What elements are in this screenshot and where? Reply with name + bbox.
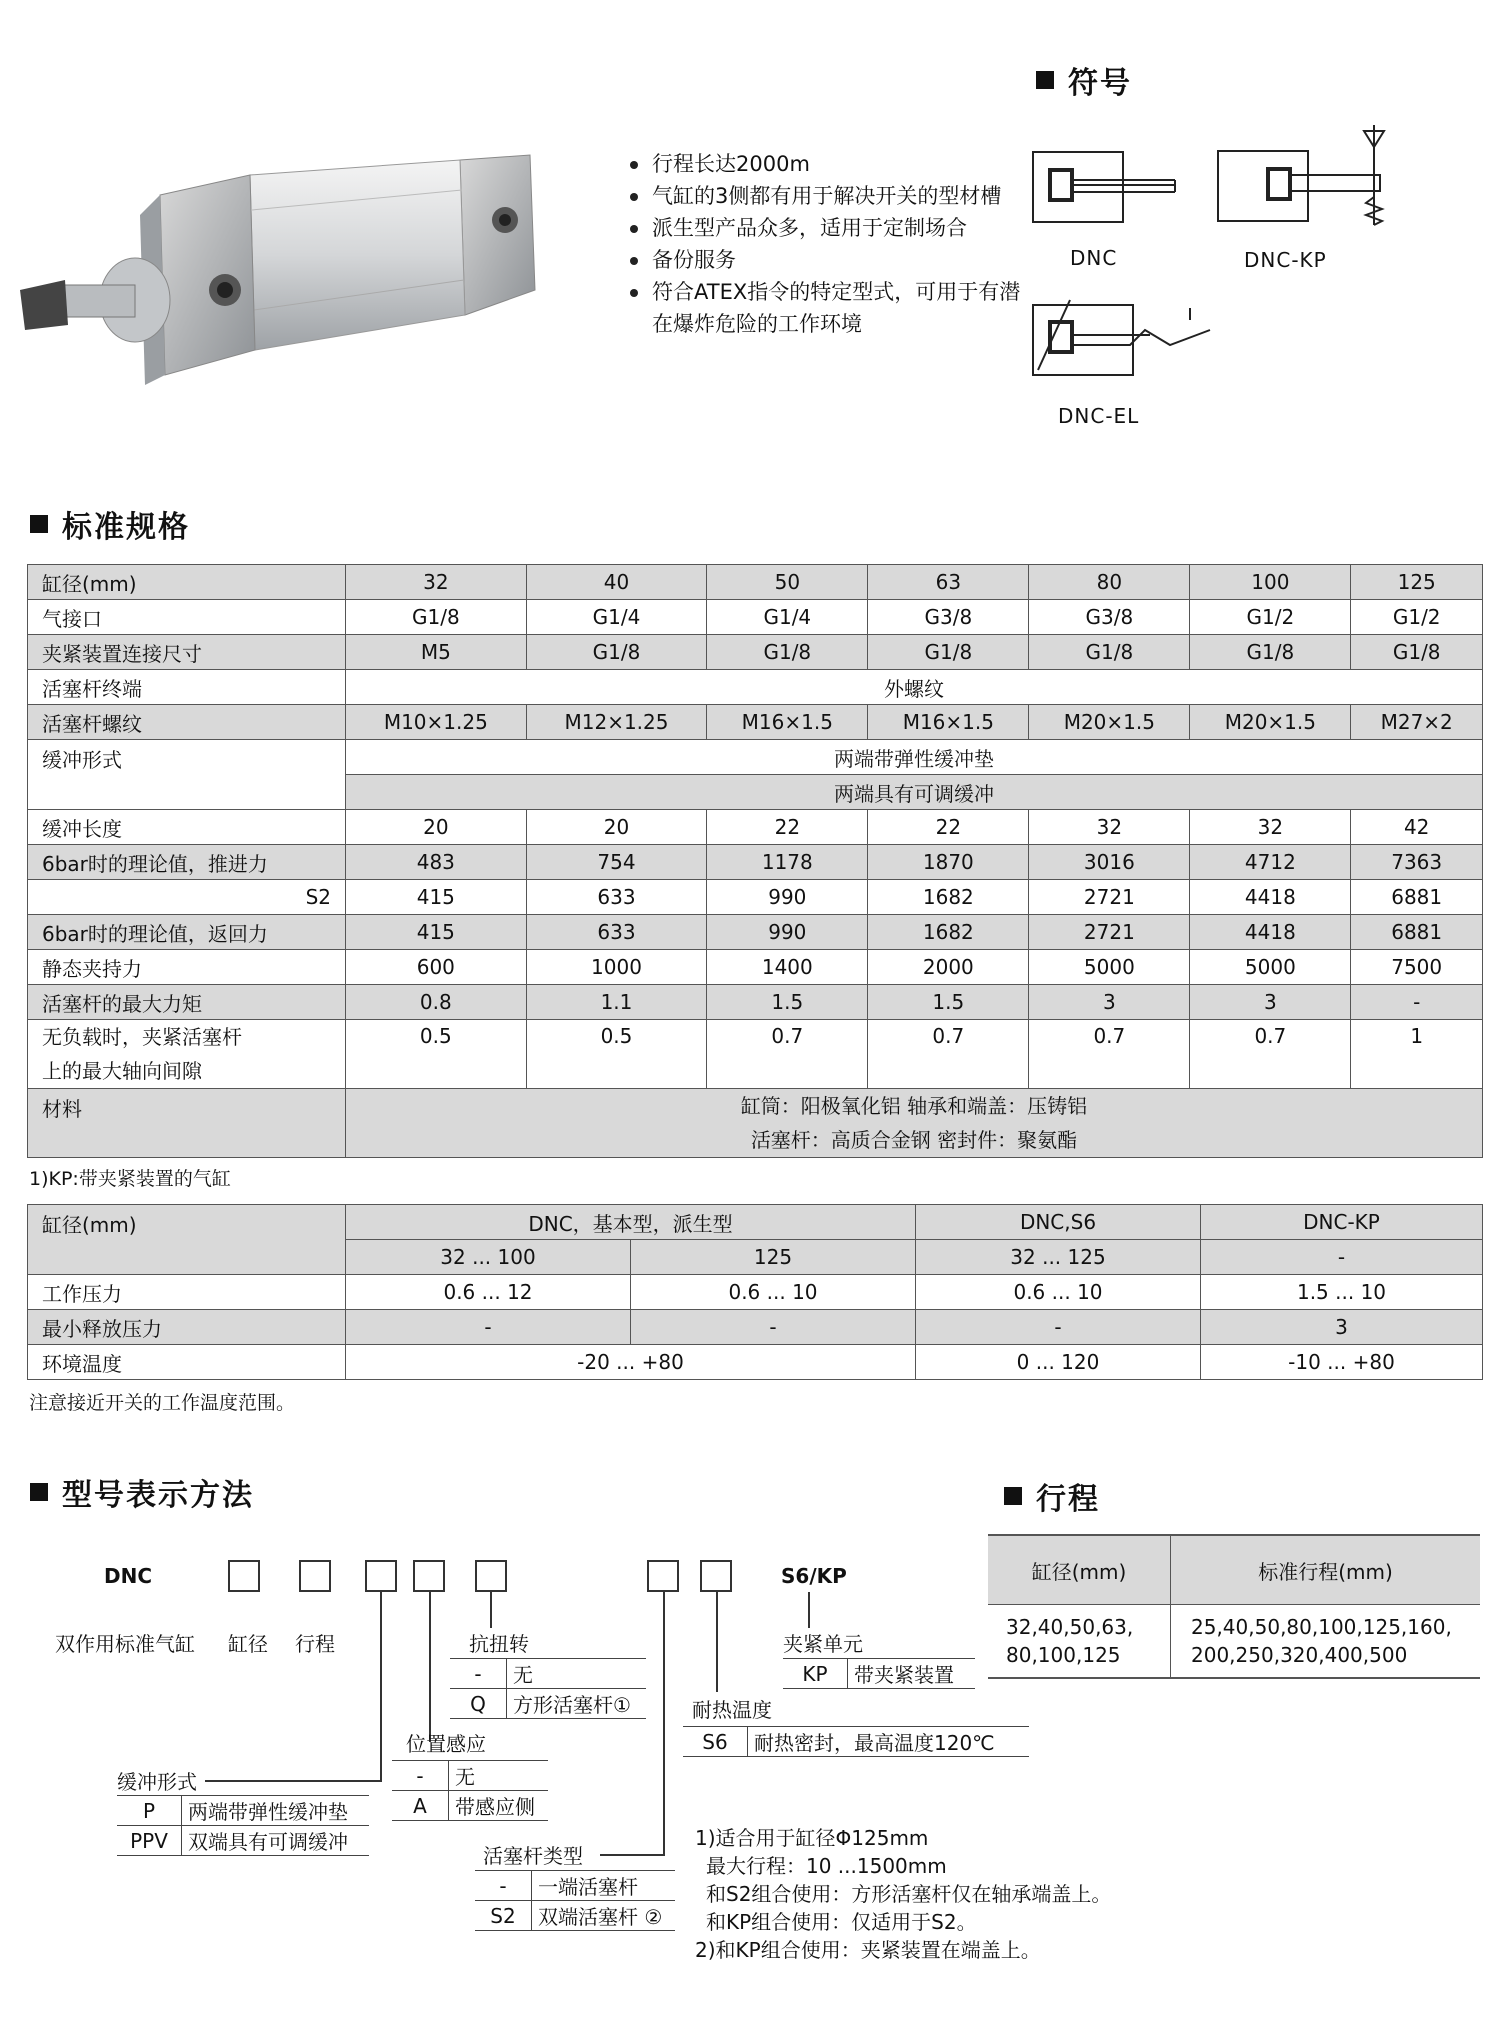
row-label: 缸径(mm) — [28, 565, 346, 600]
table-row — [28, 1205, 1483, 1240]
table-cell: 1400 — [707, 950, 868, 985]
table-row — [28, 950, 1483, 985]
table-cell: 483 — [346, 845, 527, 880]
table-header: DNC,S6 — [916, 1205, 1201, 1240]
title-square-icon — [1036, 71, 1054, 89]
table-header: DNC，基本型，派生型 — [346, 1205, 916, 1240]
symbol-dnc-el-icon — [1030, 290, 1220, 390]
row-label — [28, 1020, 346, 1089]
table-row — [28, 985, 1483, 1020]
option-code: P — [117, 1796, 182, 1826]
table-cell: 0.5 — [526, 1020, 707, 1089]
antirot-options — [450, 1658, 646, 1719]
table-header: 标准行程(mm) — [1171, 1535, 1481, 1605]
row-label: 缓冲长度 — [28, 810, 346, 845]
table-cell: 3016 — [1029, 845, 1190, 880]
connector-line — [808, 1592, 810, 1628]
table-cell: 125 — [1351, 565, 1483, 600]
code-box-stroke — [299, 1560, 331, 1592]
option-code: - — [450, 1659, 507, 1689]
material-line: 缸筒：阳极氧化铝 轴承和端盖：压铸铝 — [740, 1094, 1088, 1118]
feature-item: 备份服务 — [628, 244, 1028, 276]
feature-list — [628, 148, 1028, 340]
feature-item: 符合ATEX指令的特定型式，可用于有潜在爆炸危险的工作环境 — [628, 276, 1028, 340]
option-row — [783, 1659, 975, 1689]
connector-line — [205, 1780, 382, 1782]
table-cell: G1/4 — [707, 600, 868, 635]
pressure-note: 注意接近开关的工作温度范围。 — [29, 1392, 296, 1414]
table-cell: 990 — [707, 915, 868, 950]
option-code: S2 — [475, 1901, 532, 1931]
table-cell: 100 — [1190, 565, 1351, 600]
table-header: - — [1201, 1240, 1483, 1275]
title-square-icon — [30, 1483, 48, 1501]
option-row — [117, 1796, 369, 1826]
table-header: 125 — [631, 1240, 916, 1275]
code-box-rod — [647, 1560, 679, 1592]
table-cell: M20×1.5 — [1029, 705, 1190, 740]
clamp-options — [783, 1658, 975, 1689]
table-cell: 两端带弹性缓冲垫 — [346, 740, 1483, 775]
table-cell: G1/8 — [868, 635, 1029, 670]
table-cell: 5000 — [1029, 950, 1190, 985]
option-code: - — [392, 1761, 449, 1791]
row-label: 活塞杆终端 — [28, 670, 346, 705]
table-header: 32 ... 125 — [916, 1240, 1201, 1275]
table-cell: M20×1.5 — [1190, 705, 1351, 740]
table-cell: 0.6 ... 10 — [916, 1275, 1201, 1310]
table-cell: G1/2 — [1351, 600, 1483, 635]
connector-line — [429, 1592, 431, 1742]
cell-line: 25,40,50,80,100,125,160, — [1191, 1615, 1452, 1639]
table-cell: 2721 — [1029, 880, 1190, 915]
option-code: A — [392, 1791, 449, 1821]
code-prefix-dnc: DNC — [104, 1564, 153, 1588]
table-cell: 2721 — [1029, 915, 1190, 950]
table-cell: 42 — [1351, 810, 1483, 845]
table-cell: 20 — [526, 810, 707, 845]
row-label: 6bar时的理论值，返回力 — [28, 915, 346, 950]
table-cell — [988, 1605, 1171, 1679]
option-row — [475, 1871, 675, 1901]
table-cell: 0.7 — [1029, 1020, 1190, 1089]
label-antirot: 抗扭转 — [469, 1632, 529, 1656]
material-line: 活塞杆：高质合金钢 密封件：聚氨酯 — [750, 1128, 1078, 1152]
symbol-dnc-icon — [1030, 148, 1180, 238]
table-cell: M16×1.5 — [868, 705, 1029, 740]
cell-line: 32,40,50,63, — [1006, 1615, 1134, 1639]
option-row — [450, 1659, 646, 1689]
code-box-sensing — [413, 1560, 445, 1592]
code-box-antirot — [475, 1560, 507, 1592]
table-cell: - — [631, 1310, 916, 1345]
table-cell: -20 ... +80 — [346, 1345, 916, 1380]
sensing-options — [392, 1760, 548, 1821]
spec-footnote: 1)KP:带夹紧装置的气缸 — [29, 1168, 231, 1190]
label-bore: 缸径 — [228, 1632, 268, 1656]
table-cell: 20 — [346, 810, 527, 845]
table-row — [28, 845, 1483, 880]
label-stroke: 行程 — [295, 1632, 335, 1656]
option-code: KP — [783, 1659, 848, 1689]
table-cell: 4712 — [1190, 845, 1351, 880]
option-desc: 带夹紧装置 — [848, 1659, 976, 1689]
row-label: 缸径(mm) — [28, 1205, 346, 1275]
table-cell: 1.5 — [707, 985, 868, 1020]
table-cell: G1/8 — [1190, 635, 1351, 670]
table-row — [988, 1535, 1480, 1605]
table-row — [28, 880, 1483, 915]
code-box-cushion — [365, 1560, 397, 1592]
table-cell: 2000 — [868, 950, 1029, 985]
table-cell: M10×1.25 — [346, 705, 527, 740]
table-cell: 4418 — [1190, 915, 1351, 950]
option-desc: 方形活塞杆① — [507, 1689, 647, 1719]
table-cell: 754 — [526, 845, 707, 880]
table-cell: 4418 — [1190, 880, 1351, 915]
label-sensing: 位置感应 — [406, 1732, 486, 1756]
table-row — [28, 565, 1483, 600]
symbols-title: 符号 — [1036, 58, 1132, 102]
symbol-label-dnc-kp: DNC-KP — [1244, 248, 1327, 272]
table-cell: G1/8 — [707, 635, 868, 670]
order-title: 型号表示方法 — [30, 1470, 254, 1514]
table-cell: 32 — [1029, 810, 1190, 845]
label-cushion: 缓冲形式 — [117, 1770, 197, 1794]
table-cell: 0 ... 120 — [916, 1345, 1201, 1380]
option-desc: 两端带弹性缓冲垫 — [182, 1796, 370, 1826]
option-desc: 双端具有可调缓冲 — [182, 1826, 370, 1856]
table-cell: 1.5 — [868, 985, 1029, 1020]
label-cylinder: 双作用标准气缸 — [55, 1632, 195, 1656]
table-cell: 1.1 — [526, 985, 707, 1020]
table-cell: G1/8 — [346, 600, 527, 635]
table-cell: G1/8 — [1029, 635, 1190, 670]
table-cell — [346, 1089, 1483, 1158]
table-cell: 0.8 — [346, 985, 527, 1020]
stroke-table — [988, 1534, 1480, 1679]
table-cell: 415 — [346, 880, 527, 915]
table-header: 缸径(mm) — [988, 1535, 1171, 1605]
cell-line: 200,250,320,400,500 — [1191, 1643, 1408, 1667]
row-label: 6bar时的理论值，推进力 — [28, 845, 346, 880]
table-cell: 32 — [346, 565, 527, 600]
label-heat: 耐热温度 — [692, 1698, 772, 1722]
order-note: 2)和KP组合使用：夹紧装置在端盖上。 — [695, 1938, 1041, 1962]
option-row — [683, 1727, 1029, 1757]
cushion-options — [117, 1795, 369, 1856]
feature-item: 派生型产品众多，适用于定制场合 — [628, 212, 1028, 244]
table-cell: G3/8 — [868, 600, 1029, 635]
symbol-dnc-kp-icon — [1216, 125, 1406, 245]
table-cell: - — [346, 1310, 631, 1345]
table-cell: 80 — [1029, 565, 1190, 600]
table-cell: 32 — [1190, 810, 1351, 845]
table-cell: M5 — [346, 635, 527, 670]
table-cell: 6881 — [1351, 880, 1483, 915]
option-desc: 耐热密封，最高温度120℃ — [748, 1727, 1030, 1757]
table-cell: 63 — [868, 565, 1029, 600]
stroke-title: 行程 — [1004, 1474, 1100, 1518]
table-cell: - — [916, 1310, 1201, 1345]
feature-item: 行程长达2000m — [628, 148, 1028, 180]
table-cell: G1/4 — [526, 600, 707, 635]
table-row — [28, 1275, 1483, 1310]
table-cell: G3/8 — [1029, 600, 1190, 635]
table-cell: M12×1.25 — [526, 705, 707, 740]
code-box-heat — [700, 1560, 732, 1592]
spec-table — [27, 564, 1483, 1158]
row-label-line: 无负载时，夹紧活塞杆 — [42, 1025, 242, 1049]
row-label: 最小释放压力 — [28, 1310, 346, 1345]
connector-line — [663, 1592, 665, 1854]
rod-options — [475, 1870, 675, 1931]
table-cell: 600 — [346, 950, 527, 985]
table-row — [28, 1020, 1483, 1089]
option-code: PPV — [117, 1826, 182, 1856]
table-row — [28, 1089, 1483, 1158]
option-row — [475, 1901, 675, 1931]
connector-line — [716, 1592, 718, 1692]
table-cell: 两端具有可调缓冲 — [346, 775, 1483, 810]
table-cell: 990 — [707, 880, 868, 915]
option-desc: 无 — [507, 1659, 647, 1689]
label-rod: 活塞杆类型 — [483, 1844, 583, 1868]
code-box-bore — [228, 1560, 260, 1592]
table-cell: M27×2 — [1351, 705, 1483, 740]
table-row — [28, 810, 1483, 845]
table-cell: 1000 — [526, 950, 707, 985]
option-code: - — [475, 1871, 532, 1901]
row-label: S2 — [28, 880, 346, 915]
table-cell: 1870 — [868, 845, 1029, 880]
table-cell: -10 ... +80 — [1201, 1345, 1483, 1380]
row-label: 夹紧装置连接尺寸 — [28, 635, 346, 670]
table-cell: 3 — [1190, 985, 1351, 1020]
row-label: 材料 — [28, 1089, 346, 1158]
table-row — [28, 1345, 1483, 1380]
label-clamp: 夹紧单元 — [783, 1632, 863, 1656]
option-desc: 一端活塞杆 — [532, 1871, 676, 1901]
table-cell: 5000 — [1190, 950, 1351, 985]
table-cell: G1/2 — [1190, 600, 1351, 635]
table-cell: 0.6 ... 10 — [631, 1275, 916, 1310]
table-cell: 1682 — [868, 880, 1029, 915]
row-label: 活塞杆螺纹 — [28, 705, 346, 740]
code-suffix-s6kp: S6/KP — [781, 1564, 847, 1588]
connector-line — [600, 1854, 665, 1856]
row-label-line: 上的最大轴向间隙 — [42, 1059, 202, 1083]
symbol-label-dnc-el: DNC-EL — [1058, 404, 1140, 428]
table-header: DNC-KP — [1201, 1205, 1483, 1240]
row-label: 静态夹持力 — [28, 950, 346, 985]
option-code: S6 — [683, 1727, 748, 1757]
row-label: 缓冲形式 — [28, 740, 346, 810]
table-cell: 0.7 — [1190, 1020, 1351, 1089]
connector-line — [380, 1592, 382, 1780]
option-row — [392, 1791, 548, 1821]
option-row — [117, 1826, 369, 1856]
table-cell: 1178 — [707, 845, 868, 880]
row-label: 环境温度 — [28, 1345, 346, 1380]
feature-item: 气缸的3侧都有用于解决开关的型材槽 — [628, 180, 1028, 212]
table-cell: 0.7 — [707, 1020, 868, 1089]
table-cell — [1171, 1605, 1481, 1679]
title-square-icon — [1004, 1487, 1022, 1505]
pressure-table — [27, 1204, 1483, 1380]
table-cell: M16×1.5 — [707, 705, 868, 740]
table-cell: 外螺纹 — [346, 670, 1483, 705]
table-cell: 40 — [526, 565, 707, 600]
table-cell: 1682 — [868, 915, 1029, 950]
table-cell: 0.5 — [346, 1020, 527, 1089]
table-cell: G1/8 — [1351, 635, 1483, 670]
table-cell: - — [1351, 985, 1483, 1020]
table-cell: 7500 — [1351, 950, 1483, 985]
table-cell: 3 — [1201, 1310, 1483, 1345]
row-label: 气接口 — [28, 600, 346, 635]
option-row — [392, 1761, 548, 1791]
table-cell: 0.6 ... 12 — [346, 1275, 631, 1310]
spec-title: 标准规格 — [30, 502, 190, 546]
table-row — [28, 915, 1483, 950]
order-note: 和S2组合使用：方形活塞杆仅在轴承端盖上。 — [706, 1882, 1112, 1906]
option-desc: 双端活塞杆 ② — [532, 1901, 676, 1931]
option-desc: 无 — [449, 1761, 549, 1791]
table-cell: 3 — [1029, 985, 1190, 1020]
table-cell: 633 — [526, 880, 707, 915]
table-cell: 7363 — [1351, 845, 1483, 880]
table-row — [28, 740, 1483, 775]
option-row — [450, 1689, 646, 1719]
table-cell: 0.7 — [868, 1020, 1029, 1089]
table-cell: 1 — [1351, 1020, 1483, 1089]
order-note: 和KP组合使用：仅适用于S2。 — [706, 1910, 977, 1934]
order-note: 最大行程：10 ...1500mm — [706, 1854, 947, 1878]
table-row — [28, 600, 1483, 635]
order-note: 1)适合用于缸径Φ125mm — [695, 1826, 929, 1850]
table-row — [28, 670, 1483, 705]
title-square-icon — [30, 515, 48, 533]
table-cell: 633 — [526, 915, 707, 950]
cell-line: 80,100,125 — [1006, 1643, 1121, 1667]
row-label: 工作压力 — [28, 1275, 346, 1310]
table-header: 32 ... 100 — [346, 1240, 631, 1275]
connector-line — [490, 1592, 492, 1628]
heat-options — [683, 1726, 1029, 1757]
table-cell: 415 — [346, 915, 527, 950]
table-cell: 6881 — [1351, 915, 1483, 950]
table-row — [28, 635, 1483, 670]
table-row — [28, 705, 1483, 740]
cylinder-product-image — [20, 140, 550, 400]
table-row — [28, 1310, 1483, 1345]
table-cell: 50 — [707, 565, 868, 600]
option-code: Q — [450, 1689, 507, 1719]
table-cell: 1.5 ... 10 — [1201, 1275, 1483, 1310]
table-cell: 22 — [868, 810, 1029, 845]
table-cell: 22 — [707, 810, 868, 845]
row-label: 活塞杆的最大力矩 — [28, 985, 346, 1020]
option-desc: 带感应侧 — [449, 1791, 549, 1821]
table-row — [988, 1605, 1480, 1679]
symbol-label-dnc: DNC — [1070, 246, 1118, 270]
table-cell: G1/8 — [526, 635, 707, 670]
